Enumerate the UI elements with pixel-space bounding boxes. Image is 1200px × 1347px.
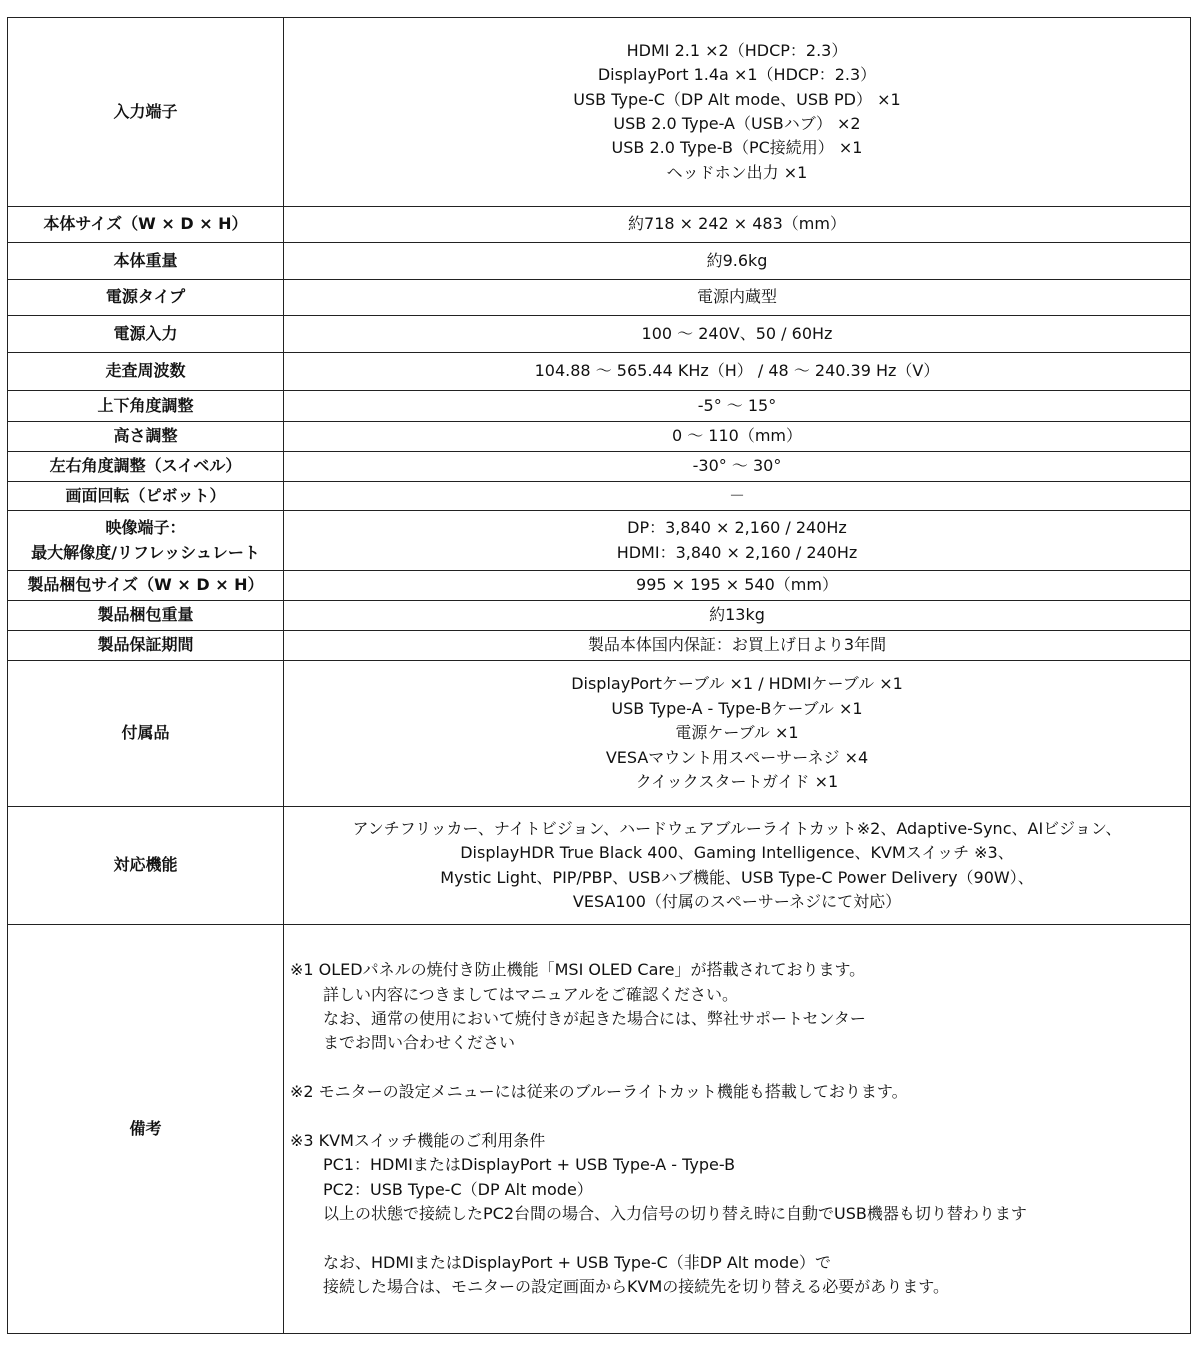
spec-label: [8, 925, 284, 1334]
spec-label: [8, 207, 284, 243]
spec-label: [8, 571, 284, 601]
spec-value-line: 約13kg: [709, 605, 765, 625]
spec-value-line: 電源ケーブル ×1: [675, 723, 799, 743]
spec-value: [284, 353, 1191, 391]
spec-value: [284, 482, 1191, 511]
spec-row: [8, 661, 1191, 807]
spec-value-line: -5° ～ 15°: [697, 395, 777, 415]
spec-value-line: ヘッドホン出力 ×1: [666, 162, 808, 182]
spec-label-line: 上下角度調整: [97, 395, 194, 415]
spec-label-line: 備考: [129, 1118, 162, 1138]
spec-row: [8, 601, 1191, 631]
spec-value-line: DisplayPort 1.4a ×1（HDCP：2.3）: [597, 65, 877, 85]
spec-label-line: 左右角度調整（スイベル）: [49, 456, 242, 476]
spec-value: [284, 18, 1191, 207]
spec-value-line: VESAマウント用スペーサーネジ ×4: [605, 747, 869, 767]
spec-value-line: なお、通常の使用において焼付きが起きた場合には、弊社サポートセンター: [323, 1008, 866, 1028]
spec-value: [284, 511, 1191, 571]
spec-value: [284, 631, 1191, 661]
spec-row: [8, 353, 1191, 391]
spec-value-line: 0 ～ 110（mm）: [671, 426, 803, 446]
spec-label-line: 製品保証期間: [97, 635, 194, 655]
spec-value-line: －: [728, 485, 745, 505]
spec-label-line: 製品梱包重量: [97, 605, 194, 625]
spec-value-line: 約718 × 242 × 483（mm）: [628, 214, 846, 234]
spec-label: [8, 391, 284, 422]
spec-label-line: 対応機能: [113, 855, 178, 875]
spec-row: [8, 571, 1191, 601]
spec-value: [284, 661, 1191, 807]
spec-value-line: 製品本体国内保証：お買上げ日より3年間: [587, 635, 887, 655]
spec-value: [284, 422, 1191, 452]
spec-value-line: DP：3,840 × 2,160 / 240Hz: [627, 518, 847, 538]
spec-row: [8, 243, 1191, 280]
spec-value-line: USB Type-C（DP Alt mode、USB PD） ×1: [573, 89, 901, 109]
spec-value: [284, 807, 1191, 925]
spec-label-line: 付属品: [121, 723, 170, 743]
spec-label-line: 最大解像度/リフレッシュレート: [31, 542, 260, 562]
spec-value-line: ※1 OLEDパネルの焼付き防止機能「MSI OLED Care」が搭載されております。: [290, 960, 866, 980]
spec-value: [284, 207, 1191, 243]
spec-row: [8, 925, 1191, 1334]
spec-label: [8, 631, 284, 661]
spec-row: [8, 18, 1191, 207]
spec-row: [8, 391, 1191, 422]
spec-value-line: Mystic Light、PIP/PBP、USBハブ機能、USB Type-C Power Delivery（90W）、: [440, 867, 1034, 887]
spec-label: [8, 422, 284, 452]
spec-value-line: 詳しい内容につきましてはマニュアルをご確認ください。: [323, 984, 739, 1004]
spec-label: [8, 482, 284, 511]
spec-value-line: -30° ～ 30°: [692, 456, 782, 476]
spec-value-line: [290, 1227, 1190, 1251]
spec-value-line: 以上の状態で接続したPC2台間の場合、入力信号の切り替え時に自動でUSB機器も切り替わります: [323, 1204, 1027, 1224]
spec-value: [284, 391, 1191, 422]
spec-value-line: 104.88 ～ 565.44 KHz（H） / 48 ～ 240.39 Hz（V）: [534, 361, 940, 381]
spec-value-line: 接続した場合は、モニターの設定画面からKVMの接続先を切り替える必要があります。: [323, 1277, 949, 1297]
spec-label-line: 画面回転（ピボット）: [65, 485, 226, 505]
spec-value-line: DisplayPortケーブル ×1 / HDMIケーブル ×1: [571, 674, 903, 694]
spec-value-line: ※2 モニターの設定メニューには従来のブルーライトカット機能も搭載しております。: [290, 1082, 908, 1102]
spec-value-line: [290, 1056, 1190, 1080]
spec-label-line: 入力端子: [113, 101, 178, 121]
spec-value: [284, 280, 1191, 316]
spec-label-line: 映像端子：: [105, 518, 186, 538]
spec-value-line: 100 ～ 240V、50 / 60Hz: [641, 323, 833, 343]
spec-value: [284, 243, 1191, 280]
spec-value-line: USB 2.0 Type-A（USBハブ） ×2: [613, 114, 861, 133]
spec-row: [8, 511, 1191, 571]
spec-label: [8, 316, 284, 353]
spec-label-line: 走査周波数: [105, 361, 186, 381]
spec-value-line: HDMI 2.1 ×2（HDCP：2.3）: [626, 40, 848, 60]
spec-value-line: [290, 1105, 1190, 1129]
spec-label: [8, 18, 284, 207]
spec-label: [8, 601, 284, 631]
spec-value-line: アンチフリッカー、ナイトビジョン、ハードウェアブルーライトカット※2、Adaptive-Sync、AIビジョン、: [352, 818, 1122, 838]
spec-value-line: ※3 KVMスイッチ機能のご利用条件: [290, 1130, 546, 1150]
spec-label-line: 本体サイズ（W × D × H）: [43, 214, 248, 234]
spec-value-line: VESA100（付属のスペーサーネジにて対応）: [572, 891, 902, 911]
spec-value: [284, 571, 1191, 601]
spec-label-line: 電源入力: [113, 323, 178, 343]
spec-label: [8, 280, 284, 316]
spec-label-line: 高さ調整: [113, 426, 178, 446]
spec-value-line: USB 2.0 Type-B（PC接続用） ×1: [611, 138, 863, 158]
spec-label: [8, 807, 284, 925]
spec-label: [8, 661, 284, 807]
spec-row: [8, 452, 1191, 482]
spec-label: [8, 353, 284, 391]
spec-value-line: までお問い合わせください: [323, 1033, 516, 1053]
spec-value-line: クイックスタートガイド ×1: [635, 772, 839, 792]
spec-label: [8, 243, 284, 280]
spec-value-line: PC2：USB Type-C（DP Alt mode）: [323, 1179, 593, 1199]
spec-value: [284, 316, 1191, 353]
spec-row: [8, 422, 1191, 452]
spec-value-line: なお、HDMIまたはDisplayPort + USB Type-C（非DP Alt mode）で: [323, 1253, 831, 1272]
spec-value-line: PC1：HDMIまたはDisplayPort + USB Type-A - Type-B: [323, 1155, 736, 1175]
spec-label: [8, 452, 284, 482]
spec-label-line: 本体重量: [113, 250, 178, 270]
spec-row: [8, 207, 1191, 243]
spec-value-line: 995 × 195 × 540（mm）: [636, 575, 838, 595]
spec-label-line: 製品梱包サイズ（W × D × H）: [27, 575, 264, 595]
spec-value-line: HDMI：3,840 × 2,160 / 240Hz: [616, 542, 858, 562]
spec-row: [8, 807, 1191, 925]
spec-row: [8, 482, 1191, 511]
spec-value-line: DisplayHDR True Black 400、Gaming Intelligence、KVMスイッチ ※3、: [460, 843, 1014, 863]
spec-value: [284, 601, 1191, 631]
spec-value-line: 電源内蔵型: [696, 287, 777, 307]
spec-table: [7, 17, 1191, 1334]
spec-row: [8, 631, 1191, 661]
spec-value: [284, 452, 1191, 482]
spec-value-line: USB Type-A - Type-Bケーブル ×1: [611, 698, 863, 718]
spec-value-line: 約9.6kg: [706, 250, 768, 270]
spec-row: [8, 280, 1191, 316]
spec-row: [8, 316, 1191, 353]
spec-label: [8, 511, 284, 571]
spec-label-line: 電源タイプ: [105, 287, 186, 307]
remarks-cell: [284, 925, 1191, 1334]
